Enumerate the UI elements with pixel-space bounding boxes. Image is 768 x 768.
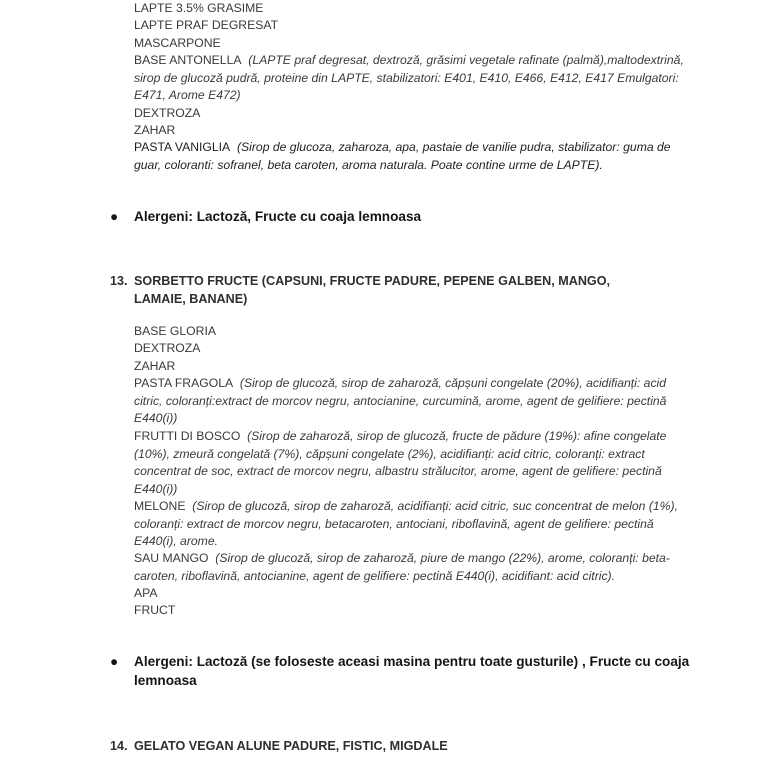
ingredient-base-antonella xyxy=(134,52,694,105)
bullet-icon: ● xyxy=(110,654,119,669)
ingredient-name: LAPTE 3.5% GRASIME xyxy=(134,1,264,15)
ingredient-description: (Sirop de glucoză, sirop de zaharoză, căpșuni congelate (20%), acidifianți: acid citric, coloranți:extract de morcov negru, antocianine, curcumină, arome, agent de gelifiere: pectină E440(i)) xyxy=(134,376,667,425)
ingredient-name: LAPTE PRAF DEGRESAT xyxy=(134,18,279,32)
bullet-icon: ● xyxy=(110,209,119,224)
ingredient-dextroza xyxy=(134,105,694,123)
ingredient-name: ZAHAR xyxy=(134,359,176,373)
ingredient-name: PASTA VANIGLIA xyxy=(134,140,231,154)
section-title: SORBETTO FRUCTE (CAPSUNI, FRUCTE PADURE, PEPENE GALBEN, MANGO, LAMAIE, BANANE) xyxy=(134,274,611,306)
ingredient-name: SAU MANGO xyxy=(134,551,209,565)
ingredient-name: MASCARPONE xyxy=(134,36,221,50)
ingredient-base-gloria xyxy=(134,323,694,341)
ingredient-name: FRUCT xyxy=(134,603,176,617)
ingredient-name: FRUTTI DI BOSCO xyxy=(134,429,241,443)
ingredient-name: BASE GLORIA xyxy=(134,324,216,338)
section-number: 14. xyxy=(110,739,128,753)
ingredient-pasta-fragola xyxy=(134,375,694,428)
ingredient-mascarpone xyxy=(134,35,694,53)
ingredient-dextroza xyxy=(134,340,694,358)
ingredient-name: PASTA FRAGOLA xyxy=(134,376,234,390)
ingredient-lapte-grasime xyxy=(134,0,694,18)
ingredient-fruct xyxy=(134,602,694,620)
ingredient-frutti-di-bosco xyxy=(134,428,694,498)
ingredient-description: (Sirop de zaharoză, sirop de glucoză, fructe de pădure (19%): afine congelate (10%), zmeură congelată (7%), căpșuni congelate (2%), acidifianți: acid citric, coloranți: extract concentrat de soc, extract de morcov negru, albastru strălucitor, arome, agent de gelifiere: pectină E440(i)) xyxy=(134,429,667,496)
ingredient-zahar xyxy=(134,358,694,376)
ingredient-zahar xyxy=(134,122,694,140)
allergens-text: Alergeni: Lactoză (se foloseste aceasi masina pentru toate gusturile) , Fructe cu coaja lemnoasa xyxy=(134,654,690,688)
ingredient-name: DEXTROZA xyxy=(134,341,201,355)
section-number: 13. xyxy=(110,274,128,288)
ingredient-name: MELONE xyxy=(134,499,186,513)
ingredient-name: BASE ANTONELLA xyxy=(134,53,242,67)
ingredient-melone xyxy=(134,498,694,551)
section-title: GELATO VEGAN ALUNE PADURE, FISTIC, MIGDALE xyxy=(134,739,448,753)
ingredient-description: (Sirop de glucoza, zaharoza, apa, pastaie de vanilie pudra, stabilizator: guma de guar, coloranti: sofranel, beta caroten, aroma naturala. Poate contine urme de LAPTE). xyxy=(134,140,671,172)
ingredient-sau-mango xyxy=(134,550,694,585)
ingredient-description: (LAPTE praf degresat, dextroză, grăsimi vegetale rafinate (palmă),maltodextrină, sirop de glucoză pudră, proteine din LAPTE, stabilizatori: E401, E410, E466, E412, E417 Emulgatori: E471, Arome E472) xyxy=(134,53,684,102)
allergens-text: Alergeni: Lactoză, Fructe cu coaja lemnoasa xyxy=(134,209,422,224)
ingredient-lapte-praf xyxy=(134,17,694,35)
ingredient-name: APA xyxy=(134,586,158,600)
ingredient-description: (Sirop de glucoză, sirop de zaharoză, acidifianți: acid citric, suc concentrat de melon (1%), coloranți: extract de morcov negru, betacaroten, antociani, riboflavină, agent de gelifiere: pectină E440(i), arome. xyxy=(134,499,678,548)
ingredient-name: DEXTROZA xyxy=(134,106,201,120)
ingredient-pasta-vaniglia xyxy=(134,139,694,174)
ingredient-description: (Sirop de glucoză, sirop de zaharoză, piure de mango (22%), arome, coloranți: beta-caroten, riboflavină, antocianine, agent de gelifiere: pectină E440(i), acidifiant: acid citric). xyxy=(134,551,670,583)
ingredient-name: ZAHAR xyxy=(134,123,176,137)
ingredient-apa xyxy=(134,585,694,603)
